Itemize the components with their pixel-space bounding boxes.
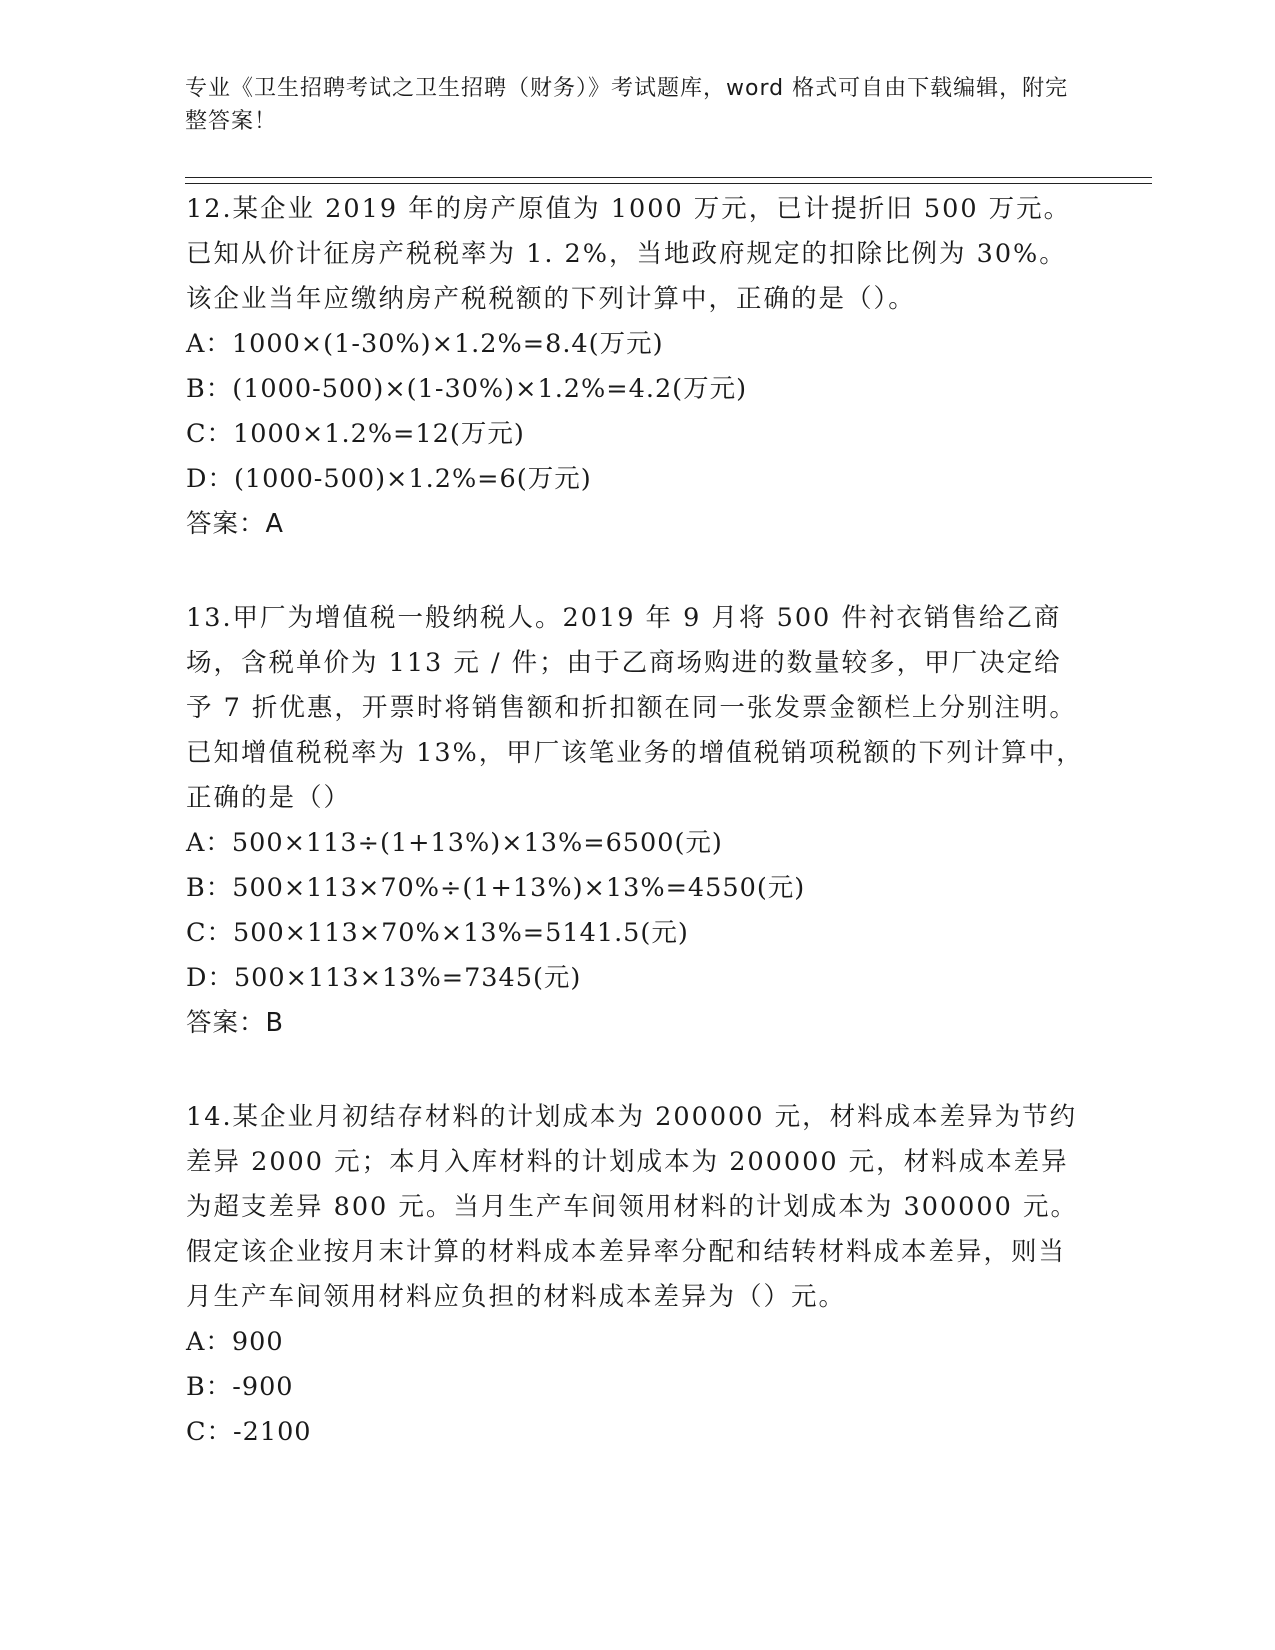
document-header: [185, 72, 1075, 138]
header-rule-top: [185, 177, 1152, 178]
option-a: A：900: [186, 1327, 284, 1357]
question-13: [186, 596, 1086, 1046]
option-c: C：-2100: [186, 1417, 312, 1447]
option-b: B：-900: [186, 1372, 294, 1402]
question-stem: 13.甲厂为增值税一般纳税人。2019 年 9 月将 500 件衬衣销售给乙商场，含税单价为 113 元 / 件；由于乙商场购进的数量较多，甲厂决定给予 7 折优惠，开票时将销售额和折扣额在同一张发票金额栏上分别注明。已知增值税税率为 13%，甲厂该笔业务的增值税销项税额的下列计算中，正确的是（）: [186, 603, 1084, 813]
option-b: B：500×113×70%÷(1+13%)×13%=4550(元): [186, 873, 806, 903]
question-stem: 12.某企业 2019 年的房产原值为 1000 万元，已计提折旧 500 万元。已知从价计征房产税税率为 1. 2%，当地政府规定的扣除比例为 30%。该企业当年应缴纳房产税税额的下列计算中，正确的是（）。: [186, 194, 1072, 314]
option-c: C：500×113×70%×13%=5141.5(元): [186, 918, 689, 948]
option-a: A：500×113÷(1+13%)×13%=6500(元): [186, 828, 723, 858]
answer-label: 答案：B: [186, 1008, 284, 1038]
option-d: D：500×113×13%=7345(元): [186, 963, 582, 993]
option-a: A：1000×(1-30%)×1.2%=8.4(万元): [186, 329, 664, 359]
answer-label: 答案：A: [186, 509, 284, 539]
header-rule-bottom: [185, 183, 1152, 184]
question-14: [186, 1095, 1086, 1455]
option-d: D：(1000-500)×1.2%=6(万元): [186, 464, 592, 494]
question-12: [186, 187, 1086, 547]
option-b: B：(1000-500)×(1-30%)×1.2%=4.2(万元): [186, 374, 748, 404]
header-title: 专业《卫生招聘考试之卫生招聘（财务）》考试题库，word 格式可自由下载编辑，附完整答案！: [185, 76, 1069, 134]
question-list: [186, 187, 1086, 1504]
option-c: C：1000×1.2%=12(万元): [186, 419, 525, 449]
question-stem: 14.某企业月初结存材料的计划成本为 200000 元，材料成本差异为节约差异 2000 元；本月入库材料的计划成本为 200000 元，材料成本差异为超支差异 800 元。当月生产车间领用材料的计划成本为 300000 元。假定该企业按月末计算的材料成本差异率分配和结转材料成本差异，则当月生产车间领用材料应负担的材料成本差异为（）元。: [186, 1102, 1078, 1312]
